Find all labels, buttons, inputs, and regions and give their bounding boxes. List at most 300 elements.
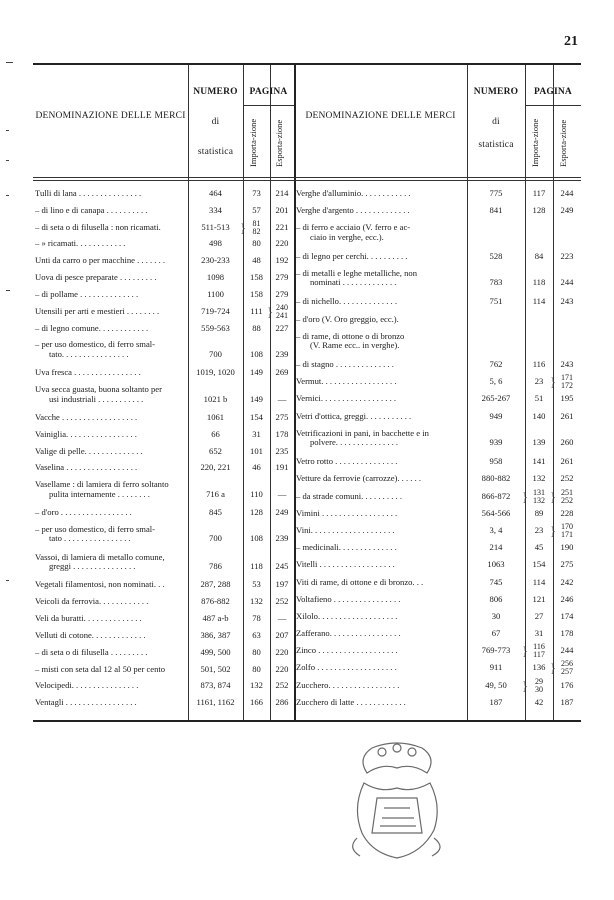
export-page-line: 241 xyxy=(276,310,288,320)
table-row xyxy=(33,612,294,629)
export-page-line: 170 xyxy=(561,521,573,531)
table-row xyxy=(33,445,294,462)
table-row xyxy=(33,551,294,579)
item-name-line: Vetri d'ottica, greggi. . . . . . . . . . . xyxy=(296,411,412,421)
item-name-line: Vernici. . . . . . . . . . . . . . . . . . xyxy=(296,394,397,404)
statistics-number: 487 a-b xyxy=(202,613,229,624)
table-row xyxy=(33,237,294,254)
export-page-line: 256 xyxy=(561,659,573,669)
statistics-number: 559-563 xyxy=(201,322,230,333)
export-page xyxy=(553,523,581,539)
item-name xyxy=(35,206,184,216)
export-page: 261 xyxy=(560,456,574,467)
item-name-line: Zolfo . . . . . . . . . . . . . . . . . . . xyxy=(296,663,397,673)
statistics-number: 386, 387 xyxy=(200,629,231,640)
item-name xyxy=(296,297,463,307)
table-row xyxy=(33,461,294,478)
item-name-line: Vasellame : di lamiera di ferro soltanto xyxy=(35,480,169,490)
item-name xyxy=(296,681,463,691)
item-name xyxy=(35,223,184,233)
statistics-number: 498 xyxy=(209,238,222,249)
export-page: 178 xyxy=(275,428,289,439)
export-page: — xyxy=(277,488,287,499)
import-page xyxy=(525,643,553,659)
library-stamp xyxy=(342,738,452,863)
export-page: 197 xyxy=(275,579,289,590)
import-page: 110 xyxy=(250,488,263,499)
import-page: 27 xyxy=(534,610,544,621)
item-name xyxy=(35,665,184,675)
item-name-line: – di stagno . . . . . . . . . . . . . . xyxy=(296,360,394,370)
import-page: 80 xyxy=(252,238,261,249)
export-page: 260 xyxy=(560,437,574,448)
item-name xyxy=(35,273,184,283)
brace-mark: } xyxy=(550,522,557,538)
statistics-number: 66 xyxy=(211,428,220,439)
header-statistica-right: statistica xyxy=(478,140,514,150)
statistics-number: 762 xyxy=(489,359,503,370)
table-row xyxy=(33,302,294,322)
table-row xyxy=(33,254,294,271)
table-row xyxy=(294,593,581,610)
item-name-line: Vimini . . . . . . . . . . . . . . . . . . xyxy=(296,508,398,518)
import-page-line: 132 xyxy=(533,495,545,505)
item-name xyxy=(35,553,184,572)
item-name xyxy=(35,614,184,624)
brace-mark: } xyxy=(522,677,529,693)
item-name-line: Xilolo. . . . . . . . . . . . . . . . . . . xyxy=(296,611,398,621)
export-page: 269 xyxy=(275,367,289,378)
export-page: 220 xyxy=(275,663,289,674)
statistics-number: 501, 502 xyxy=(200,663,231,674)
export-page: 223 xyxy=(560,250,574,261)
table-row xyxy=(33,646,294,663)
table-row xyxy=(33,288,294,305)
import-page: 118 xyxy=(532,277,546,288)
export-page-line: 257 xyxy=(561,667,573,677)
statistics-number: 1019, 1020 xyxy=(196,367,235,378)
import-page: 116 xyxy=(532,359,546,370)
item-name-line: Vitelli . . . . . . . . . . . . . . . . . . xyxy=(296,560,395,570)
header-importazione-left: Importa-zione xyxy=(248,118,258,168)
statistics-number: 287, 288 xyxy=(200,579,231,590)
statistics-number: 30 xyxy=(491,610,501,621)
table-row xyxy=(294,696,581,713)
table-row xyxy=(294,610,581,627)
item-name xyxy=(296,663,463,673)
export-page: 190 xyxy=(560,542,574,553)
item-name-line: – di seta o di filusella . . . . . . . . . xyxy=(35,647,148,657)
item-name-line: – di rame, di ottone o di bronzo xyxy=(296,331,405,341)
item-name-line: Vainiglia. . . . . . . . . . . . . . . . . xyxy=(35,429,137,439)
item-name xyxy=(35,430,184,440)
statistics-number: 911 xyxy=(489,662,503,673)
item-name-line: Vetro rotto . . . . . . . . . . . . . . . xyxy=(296,457,398,467)
table-row xyxy=(33,271,294,288)
import-page-line: 29 xyxy=(535,676,543,686)
item-name xyxy=(296,252,463,262)
table-row xyxy=(294,267,581,295)
export-page: 249 xyxy=(275,506,289,517)
import-page: 53 xyxy=(252,579,261,590)
item-name-line: Uova di pesce preparate . . . . . . . . . xyxy=(35,273,157,283)
import-page: 42 xyxy=(534,696,544,707)
statistics-number: 3, 4 xyxy=(489,524,503,535)
item-name xyxy=(296,189,463,199)
import-page: 23 xyxy=(534,376,544,387)
statistics-number: 230-233 xyxy=(201,255,230,266)
export-page: 220 xyxy=(275,238,289,249)
item-name-line: polvere. . . . . . . . . . . . . . . xyxy=(310,437,399,448)
statistics-number: 775 xyxy=(489,188,503,198)
import-page: 51 xyxy=(534,393,544,404)
item-name xyxy=(35,463,184,473)
export-page: 214 xyxy=(275,188,289,198)
import-page: 31 xyxy=(252,428,261,439)
export-page xyxy=(553,660,581,676)
item-name xyxy=(296,612,463,622)
table-row xyxy=(294,676,581,696)
item-name-line: Vermut. . . . . . . . . . . . . . . . . . xyxy=(296,377,397,387)
item-name-line: Zucchero. . . . . . . . . . . . . . . . . xyxy=(296,680,400,690)
import-page: 23 xyxy=(534,524,544,535)
import-page xyxy=(243,220,270,236)
import-page: 114 xyxy=(532,576,546,587)
table-row xyxy=(33,523,294,551)
item-name-line: – per uso domestico, di ferro smal- xyxy=(35,340,156,350)
export-page: 207 xyxy=(275,629,289,640)
import-page: 136 xyxy=(532,662,546,673)
export-page: 239 xyxy=(275,533,289,544)
export-page: 243 xyxy=(560,359,574,370)
brace-mark: } xyxy=(522,488,529,504)
statistics-number: 334 xyxy=(209,204,222,215)
header-esportazione-right: Esporta-zione xyxy=(558,119,568,167)
export-page: 261 xyxy=(560,410,574,421)
statistics-number: 786 xyxy=(209,561,222,572)
item-name-line: – di legno comune. . . . . . . . . . . . xyxy=(35,323,149,333)
item-name-line: Unti da carro o per macchine . . . . . . . xyxy=(35,256,166,266)
import-page: 141 xyxy=(532,456,546,467)
table-row xyxy=(33,478,294,506)
brace-mark: } xyxy=(550,660,557,676)
item-name xyxy=(35,256,184,266)
export-page: 252 xyxy=(275,680,289,691)
table-row xyxy=(294,541,581,558)
export-page xyxy=(553,489,581,505)
export-page: 279 xyxy=(275,288,289,299)
export-page: 245 xyxy=(275,561,289,572)
item-name-line: – di metalli e leghe metalliche, non xyxy=(296,268,417,278)
item-name xyxy=(35,447,184,457)
import-page: 48 xyxy=(252,255,261,266)
import-page: 45 xyxy=(534,542,544,553)
import-page: 78 xyxy=(252,613,261,624)
table-row xyxy=(294,204,581,221)
import-page: 128 xyxy=(532,205,546,216)
table-row xyxy=(33,338,294,366)
item-name xyxy=(296,578,463,588)
statistics-number: 745 xyxy=(489,576,503,587)
table-row xyxy=(294,427,581,455)
table-row xyxy=(294,487,581,507)
item-name xyxy=(296,457,463,467)
table-row xyxy=(33,663,294,680)
table-row xyxy=(294,392,581,409)
statistics-number: 67 xyxy=(491,628,501,639)
statistics-number: 769-773 xyxy=(481,645,511,656)
item-name-line: Zinco . . . . . . . . . . . . . . . . . . . xyxy=(296,646,398,656)
export-page: 244 xyxy=(560,277,574,288)
item-name-line: greggi . . . . . . . . . . . . . . . xyxy=(49,561,136,572)
export-page: 279 xyxy=(275,272,289,283)
export-page: 178 xyxy=(560,628,574,639)
item-name-line: – di pollame . . . . . . . . . . . . . . xyxy=(35,289,139,299)
import-page: 132 xyxy=(532,473,546,484)
table-row xyxy=(294,313,581,330)
table-row xyxy=(294,295,581,312)
import-page: 166 xyxy=(250,697,263,708)
import-page: 101 xyxy=(250,445,263,456)
import-page: 128 xyxy=(250,506,263,517)
import-page: 114 xyxy=(532,296,546,307)
header-di-left: di xyxy=(211,117,220,127)
import-page-line: 30 xyxy=(535,684,543,694)
statistics-number: 880-882 xyxy=(481,473,511,484)
export-page: 252 xyxy=(275,596,289,607)
item-name-line: ciaio in verghe, ecc.). xyxy=(310,231,384,242)
item-name-line: – da strade comuni. . . . . . . . . . xyxy=(296,491,402,501)
import-page: 108 xyxy=(250,348,263,359)
item-name xyxy=(35,597,184,607)
item-name-line: Vassoi, di lamiera di metallo comune, xyxy=(35,552,165,562)
item-name xyxy=(296,360,463,370)
export-page: 192 xyxy=(275,255,289,266)
export-page: 239 xyxy=(275,348,289,359)
item-name xyxy=(296,429,463,448)
export-page: 242 xyxy=(560,576,574,587)
import-page-line: 131 xyxy=(533,487,545,497)
statistics-number: 873, 874 xyxy=(200,680,231,691)
statistics-number: 751 xyxy=(489,296,503,307)
item-name xyxy=(296,560,463,570)
header-esportazione-left: Esporta-zione xyxy=(274,119,284,167)
import-page: 57 xyxy=(252,204,261,215)
item-name-line: – » ricamati. . . . . . . . . . . . xyxy=(35,239,126,249)
header-di-right: di xyxy=(492,117,500,127)
statistics-number: 5, 6 xyxy=(489,376,503,387)
export-page: 228 xyxy=(560,507,574,518)
brace-mark: } xyxy=(550,488,557,504)
item-name-line: Vetrificazioni in pani, in bacchette e in xyxy=(296,428,429,438)
item-name xyxy=(35,648,184,658)
item-name xyxy=(296,629,463,639)
header-denominazione-right: DENOMINAZIONE DELLE MERCI xyxy=(305,111,456,121)
export-page: 246 xyxy=(560,593,574,604)
table-row xyxy=(294,576,581,593)
export-page: — xyxy=(277,613,287,624)
item-name xyxy=(296,492,463,502)
item-name-line: – misti con seta dal 12 al 50 per cento xyxy=(35,664,166,674)
item-name-line: (V. Rame ecc.. in verghe). xyxy=(310,340,400,351)
export-page xyxy=(553,374,581,390)
item-name-line: Uva fresca . . . . . . . . . . . . . . . . xyxy=(35,368,141,378)
item-name-line: – per uso domestico, di ferro smal- xyxy=(35,524,156,534)
item-name xyxy=(296,315,463,325)
item-name-line: usi industriali . . . . . . . . . . . xyxy=(49,393,144,404)
import-page: 158 xyxy=(250,272,263,283)
table-row xyxy=(33,428,294,445)
item-name xyxy=(296,543,463,553)
item-name xyxy=(296,206,463,216)
import-page-line: 116 xyxy=(533,642,545,652)
item-name-line: Ventagli . . . . . . . . . . . . . . . . . xyxy=(35,698,137,708)
header-denominazione-left: DENOMINAZIONE DELLE MERCI xyxy=(35,111,186,121)
import-page: 46 xyxy=(252,462,261,473)
table-row xyxy=(294,558,581,575)
table-row xyxy=(294,330,581,358)
export-page: 195 xyxy=(560,393,574,404)
table-row xyxy=(33,506,294,523)
import-page: 31 xyxy=(534,628,544,639)
import-page: 154 xyxy=(250,411,263,422)
item-name-line: Tulli di lana . . . . . . . . . . . . . . . xyxy=(35,189,142,198)
import-page: 158 xyxy=(250,288,263,299)
item-name xyxy=(296,269,463,288)
item-name-line: Utensili per arti e mestieri . . . . . . . . xyxy=(35,306,160,316)
header-importazione-right: Importa-zione xyxy=(530,118,540,168)
table-row xyxy=(33,322,294,339)
item-name-line: Vaselina . . . . . . . . . . . . . . . . . xyxy=(35,463,138,473)
header-numero-right: NUMERO xyxy=(473,87,519,97)
import-page: 132 xyxy=(250,680,263,691)
statistics-number: 464 xyxy=(209,188,222,198)
export-page: 221 xyxy=(275,221,289,232)
export-page: 176 xyxy=(560,679,574,690)
statistics-number: 214 xyxy=(489,542,503,553)
export-page-line: 172 xyxy=(561,381,573,391)
import-page: 118 xyxy=(250,561,263,572)
import-page: 63 xyxy=(252,629,261,640)
import-page: 154 xyxy=(532,559,546,570)
header-pagina-left: PAGINA xyxy=(249,87,288,97)
statistics-number: 1063 xyxy=(487,559,505,570)
item-name-line: pulita internamente . . . . . . . . xyxy=(49,488,150,499)
item-name-line: Voltafieno . . . . . . . . . . . . . . . . xyxy=(296,594,401,604)
item-name-line: – di nichello. . . . . . . . . . . . . . xyxy=(296,297,397,307)
item-name xyxy=(35,698,184,708)
import-page: 108 xyxy=(250,533,263,544)
item-name xyxy=(296,394,463,404)
export-page: 275 xyxy=(275,411,289,422)
item-name xyxy=(35,368,184,378)
header-statistica-left: statistica xyxy=(197,147,234,157)
statistics-number: 719-724 xyxy=(201,305,230,316)
statistics-number: 806 xyxy=(489,593,503,604)
table-row xyxy=(294,455,581,472)
item-name xyxy=(35,290,184,300)
item-name xyxy=(296,377,463,387)
export-page: 244 xyxy=(560,645,574,656)
import-page: 89 xyxy=(534,507,544,518)
statistics-number: 783 xyxy=(489,277,503,288)
import-page xyxy=(525,489,553,505)
statistics-number: 528 xyxy=(489,250,503,261)
item-name xyxy=(35,631,184,641)
import-page: 88 xyxy=(252,322,261,333)
item-name-line: Veicoli da ferrovia. . . . . . . . . . . . xyxy=(35,597,149,607)
import-page: 140 xyxy=(532,410,546,421)
table-row xyxy=(33,595,294,612)
item-name-line: Vini. . . . . . . . . . . . . . . . . . . . xyxy=(296,525,395,535)
item-name xyxy=(296,509,463,519)
table-row xyxy=(294,410,581,427)
statistics-number: 499, 500 xyxy=(200,646,231,657)
statistics-number: 1021 b xyxy=(203,393,228,404)
export-page-line: 171 xyxy=(561,529,573,539)
item-name xyxy=(296,223,463,242)
table-row xyxy=(33,187,294,204)
export-page-line: 252 xyxy=(561,495,573,505)
item-name xyxy=(35,307,184,317)
margin-marks xyxy=(4,60,16,720)
table-row xyxy=(33,679,294,696)
statistics-number: 652 xyxy=(209,445,222,456)
table-row xyxy=(33,696,294,713)
table-row xyxy=(33,383,294,411)
export-page xyxy=(270,304,294,320)
export-page-line: 240 xyxy=(276,302,288,312)
item-name xyxy=(35,480,184,499)
export-page: 187 xyxy=(560,696,574,707)
statistics-number: 876-882 xyxy=(201,596,230,607)
table-row xyxy=(33,578,294,595)
item-name xyxy=(296,332,463,351)
export-page: 249 xyxy=(560,205,574,216)
import-page: 111 xyxy=(250,305,263,316)
item-name-line: Uva secca guasta, buona soltanto per xyxy=(35,385,162,395)
table-row xyxy=(294,375,581,392)
item-name-line: Valige di pelle. . . . . . . . . . . . . . xyxy=(35,446,143,456)
table-row xyxy=(33,218,294,238)
item-name xyxy=(35,508,184,518)
table-row xyxy=(294,472,581,489)
statistics-number: 845 xyxy=(209,506,222,517)
import-page: 80 xyxy=(252,646,261,657)
table-row xyxy=(294,358,581,375)
export-page-line: 251 xyxy=(561,487,573,497)
item-name xyxy=(296,698,463,708)
import-page xyxy=(525,678,553,694)
export-page: 243 xyxy=(560,296,574,307)
item-name xyxy=(35,413,184,423)
statistics-number: 564-566 xyxy=(481,507,511,518)
item-name-line: – di seta o di filusella : non ricamati. xyxy=(35,222,161,232)
statistics-number: 866-872 xyxy=(481,490,511,501)
export-page: 191 xyxy=(275,462,289,473)
import-page: 132 xyxy=(250,596,263,607)
table-row xyxy=(33,629,294,646)
item-name-line: – medicinali. . . . . . . . . . . . . . xyxy=(296,543,397,553)
item-name xyxy=(296,412,463,422)
export-page: 286 xyxy=(275,697,289,708)
item-name xyxy=(35,385,184,404)
item-name-line: Verghe d'alluminio. . . . . . . . . . . . xyxy=(296,189,411,198)
item-name-line: Vetture da ferrovie (carrozze). . . . . . xyxy=(296,474,422,484)
statistics-number: 939 xyxy=(489,437,503,448)
import-page-line: 81 xyxy=(252,218,261,228)
item-name-line: Vegetali filamentosi, non nominati. . . xyxy=(35,580,165,590)
